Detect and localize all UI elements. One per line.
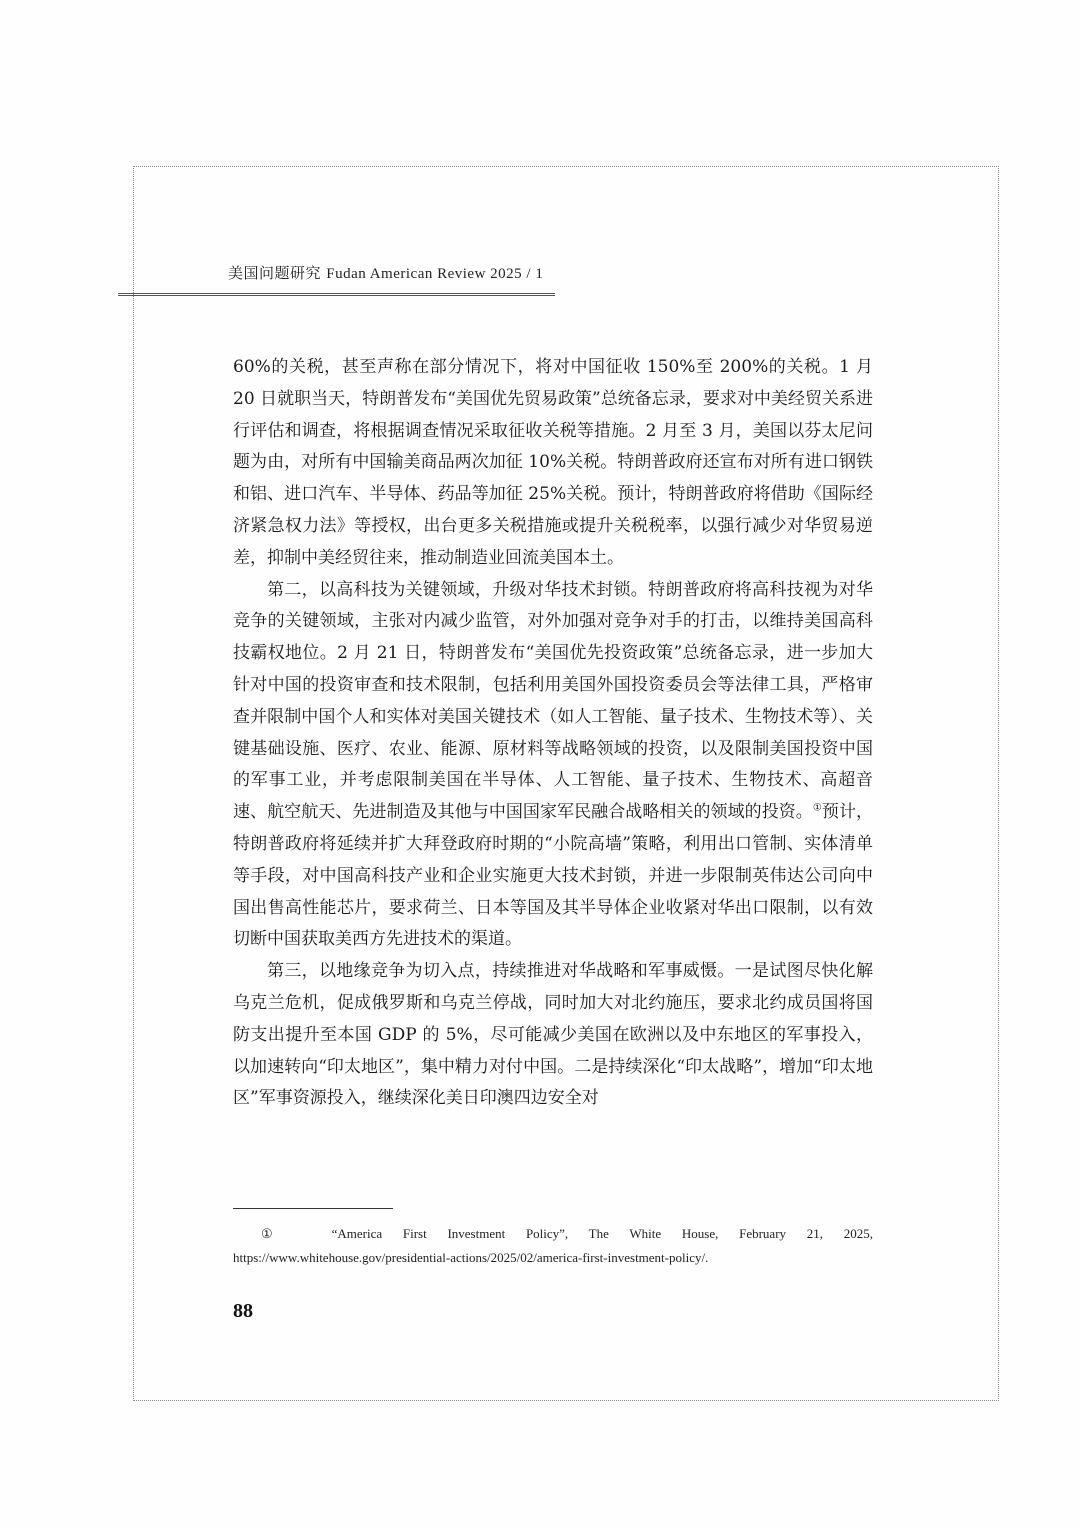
running-header <box>228 262 543 283</box>
footnote-reference[interactable]: ① <box>812 802 822 814</box>
footnote <box>233 1222 873 1270</box>
journal-title-cn: 美国问题研究 <box>228 264 322 282</box>
journal-title-en: Fudan American Review 2025 / 1 <box>326 266 544 282</box>
footnote-marker: ① <box>261 1226 291 1241</box>
article-body <box>233 352 873 1115</box>
footnote-text: “America First Investment Policy”, The White House, February 21, 2025, https://www.whitehouse.gov/presidential-actions/2025/02/america-first-investment-policy/. <box>233 1226 873 1265</box>
paragraph-2-continuation: 预计，特朗普政府将延续并扩大拜登政府时期的“小院高墙”策略，利用出口管制、实体清单等手段，对中国高科技产业和企业实施更大技术封锁，并进一步限制英伟达公司向中国出售高性能芯片，要求荷兰、日本等国及其半导体企业收紧对华出口限制，以有效切断中国获取美西方先进技术的渠道。 <box>233 802 874 950</box>
paragraph-2 <box>233 575 873 957</box>
header-rule <box>118 293 555 296</box>
page-number: 88 <box>233 1300 253 1322</box>
footnote-rule <box>233 1208 393 1209</box>
paragraph-2-text: 第二，以高科技为关键领域，升级对华技术封锁。特朗普政府将高科技视为对华竞争的关键领域，主张对内减少监管，对外加强对竞争对手的打击，以维持美国高科技霸权地位。2 月 21 日，特朗普发布“美国优先投资政策”总统备忘录，进一步加大针对中国的投资审查和技术限制，包括利用美国外国投资委员会等法律工具，严格审查并限制中国个人和实体对美国关键技术（如人工智能、量子技术、生物技术等）、关键基础设施、医疗、农业、能源、原材料等战略领域的投资，以及限制美国投资中国的军事工业，并考虑限制美国在半导体、人工智能、量子技术、生物技术、高超音速、航空航天、先进制造及其他与中国国家军民融合战略相关的领域的投资。 <box>233 579 873 823</box>
paragraph-1: 60%的关税，甚至声称在部分情况下，将对中国征收 150%至 200%的关税。1 月 20 日就职当天，特朗普发布“美国优先贸易政策”总统备忘录，要求对中美经贸关系进行评估和调查，将根据调查情况采取征收关税等措施。2 月至 3 月，美国以芬太尼问题为由，对所有中国输美商品两次加征 10%关税。特朗普政府还宣布对所有进口钢铁和铝、进口汽车、半导体、药品等加征 25%关税。预计，特朗普政府将借助《国际经济紧急权力法》等授权，出台更多关税措施或提升关税税率，以强行减少对华贸易逆差，抑制中美经贸往来，推动制造业回流美国本土。 <box>233 357 873 568</box>
footnote-line <box>233 1222 873 1270</box>
paragraph-3: 第三，以地缘竞争为切入点，持续推进对华战略和军事威慑。一是试图尽快化解乌克兰危机，促成俄罗斯和乌克兰停战，同时加大对北约施压，要求北约成员国将国防支出提升至本国 GDP 的 5%，尽可能减少美国在欧洲以及中东地区的军事投入，以加速转向“印太地区”，集中精力对付中国。二是持续深化“印太战略”，增加“印太地区”军事资源投入，继续深化美日印澳四边安全对 <box>233 961 873 1109</box>
